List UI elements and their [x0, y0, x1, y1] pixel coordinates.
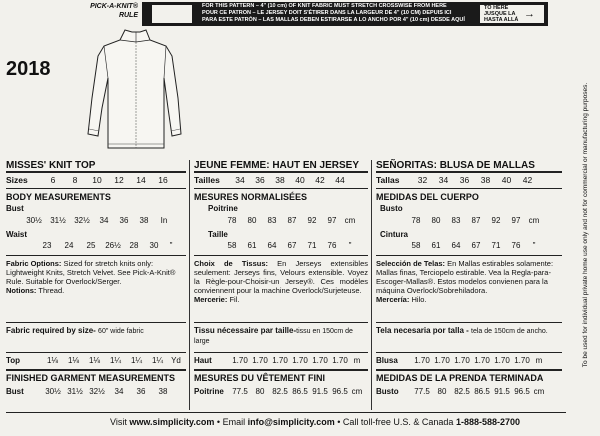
- divider: [6, 412, 566, 413]
- english-fabric-required: Fabric required by size- 60" wide fabric: [6, 326, 144, 335]
- stretch-end-box: [480, 5, 544, 23]
- french-finished-heading: MESURES DU VÊTEMENT FINI: [194, 373, 326, 383]
- pattern-number: 2018: [6, 58, 51, 80]
- website-link[interactable]: www.simplicity.com: [129, 417, 215, 427]
- divider: [6, 352, 186, 353]
- english-finished-heading: FINISHED GARMENT MEASUREMENTS: [6, 373, 176, 383]
- spanish-sizes-row: Tallas 32 34 36 38 40 42: [376, 175, 533, 185]
- french-waist-label: Taille: [208, 230, 228, 239]
- divider: [194, 352, 368, 353]
- divider: [194, 369, 368, 371]
- spanish-fabric-required: Tela necesaria por talla - tela de 150cm de ancho.: [376, 326, 548, 335]
- spanish-bust-label: Busto: [380, 204, 403, 213]
- column-divider-1: [189, 160, 190, 410]
- french-fabric-options: Choix de Tissus: En Jerseys extensibles seulement: Jerseys fins, Velours extensible. Voyez la Règle-pour-Choisir-un Jersey®. Ces modèles conviennent pour la machine Overlock/Surjeteuse. Mercerie: Fil.: [194, 259, 368, 304]
- spanish-waist-row: 58 61 64 67 71 76 ": [411, 241, 536, 250]
- french-waist-row: 58 61 64 67 71 76 ": [227, 241, 352, 250]
- spanish-title: SEÑORITAS: BLUSA DE MALLAS: [376, 160, 535, 171]
- divider: [376, 255, 562, 256]
- divider: [376, 322, 562, 323]
- email-link[interactable]: info@simplicity.com: [247, 417, 335, 427]
- spanish-fabric-options: Selección de Telas: En Mallas estirables solamente: Mallas finas, Terciopelo estirable. Vea la Regla-para-Escoger-Mallas®. Estos modelos convienen para la máquina Overlock/Sobrehiladora. Mercería: Hilo.: [376, 259, 554, 304]
- to-here-label: TO HERE: [484, 5, 509, 11]
- divider: [194, 322, 368, 323]
- side-usage-note: To be used for individual private home use only and not for commercial or manufacturing purposes.: [582, 82, 589, 368]
- french-finished-bust-row: Poitrine 77.5 80 82.5 86.5 91.5 96.5 cm: [194, 387, 363, 396]
- divider: [376, 171, 562, 173]
- divider: [6, 322, 186, 323]
- rule-line-3: PARA ESTE PATRÓN – LAS MALLAS DEBEN ESTIRARSE A LO ANCHO POR 4" (10 cm) DESDE AQUÍ: [202, 17, 465, 23]
- french-body-heading: MESURES NORMALISÉES: [194, 192, 308, 202]
- jusque-label: JUSQUE LA: [484, 11, 516, 17]
- hasta-label: HASTA ALLÁ: [484, 17, 519, 23]
- english-waist-row: 23 24 25 26½ 28 30 ": [42, 241, 173, 250]
- divider: [194, 255, 368, 256]
- divider: [376, 188, 562, 189]
- spanish-finished-bust-row: Busto 77.5 80 82.5 86.5 91.5 96.5 cm: [376, 387, 545, 396]
- phone-number: 1-888-588-2700: [455, 417, 521, 427]
- divider: [376, 352, 562, 353]
- divider: [6, 255, 186, 256]
- french-bust-row: 78 80 83 87 92 97 cm: [227, 216, 356, 225]
- pick-a-knit-rule-label: PICK-A-KNIT® RULE: [90, 3, 138, 19]
- garment-back-drawing: [80, 28, 190, 156]
- english-finished-bust-row: Bust 30½ 31½ 32½ 34 36 38: [6, 387, 168, 396]
- french-title: JEUNE FEMME: HAUT EN JERSEY: [194, 160, 360, 171]
- divider: [376, 369, 562, 371]
- divider: [6, 188, 186, 189]
- rule-line-2: POUR CE PATRON – LE JERSEY DOIT S'ÉTIRER DANS LA LARGEUR DE 4" (10 CM) DEPUIS ICI: [202, 10, 452, 16]
- french-bust-label: Poitrine: [208, 204, 238, 213]
- footer-contact: Visit www.simplicity.com • Email info@simplicity.com • Call toll-free U.S. & Canada 1-888-588-2700: [110, 417, 521, 427]
- stretch-start-box: [152, 5, 192, 23]
- pick-a-knit-bar: [142, 2, 548, 26]
- spanish-top-row: Blusa 1.70 1.70 1.70 1.70 1.70 1.70 m: [376, 356, 543, 365]
- english-sizes-row: Sizes 6 8 10 12 14 16: [6, 175, 168, 185]
- english-waist-label: Waist: [6, 230, 28, 239]
- rule-line-1: FOR THIS PATTERN – 4" (10 cm) OF KNIT FABRIC MUST STRETCH CROSSWISE FROM HERE: [202, 3, 447, 9]
- english-bust-label: Bust: [6, 204, 24, 213]
- divider: [194, 188, 368, 189]
- english-title: MISSES' KNIT TOP: [6, 160, 96, 171]
- divider: [6, 171, 186, 173]
- column-divider-2: [371, 160, 372, 410]
- divider: [6, 369, 186, 371]
- arrow-right-icon: →: [524, 8, 535, 20]
- english-fabric-options: Fabric Options: Sized for stretch knits only: Lightweight Knits, Stretch Velvet. See Pick-A-Knit® Rule. Suitable for Overlock/Serger. Notions: Thread.: [6, 259, 176, 295]
- french-top-row: Haut 1.70 1.70 1.70 1.70 1.70 1.70 m: [194, 356, 361, 365]
- french-fabric-required: Tissu nécessaire par taille-tissu en 150cm de large: [194, 326, 353, 345]
- english-body-heading: BODY MEASUREMENTS: [6, 192, 111, 202]
- spanish-body-heading: MEDIDAS DEL CUERPO: [376, 192, 479, 202]
- spanish-finished-heading: MEDIDAS DE LA PRENDA TERMINADA: [376, 373, 544, 383]
- english-top-row: Top 1⅛ 1⅛ 1⅛ 1¼ 1¼ 1¼ Yd: [6, 356, 181, 365]
- spanish-waist-label: Cintura: [380, 230, 408, 239]
- english-bust-row: 30½ 31½ 32½ 34 36 38 In: [26, 216, 168, 225]
- spanish-bust-row: 78 80 83 87 92 97 cm: [411, 216, 540, 225]
- divider: [194, 171, 368, 173]
- french-sizes-row: Tailles 34 36 38 40 42 44: [194, 175, 345, 185]
